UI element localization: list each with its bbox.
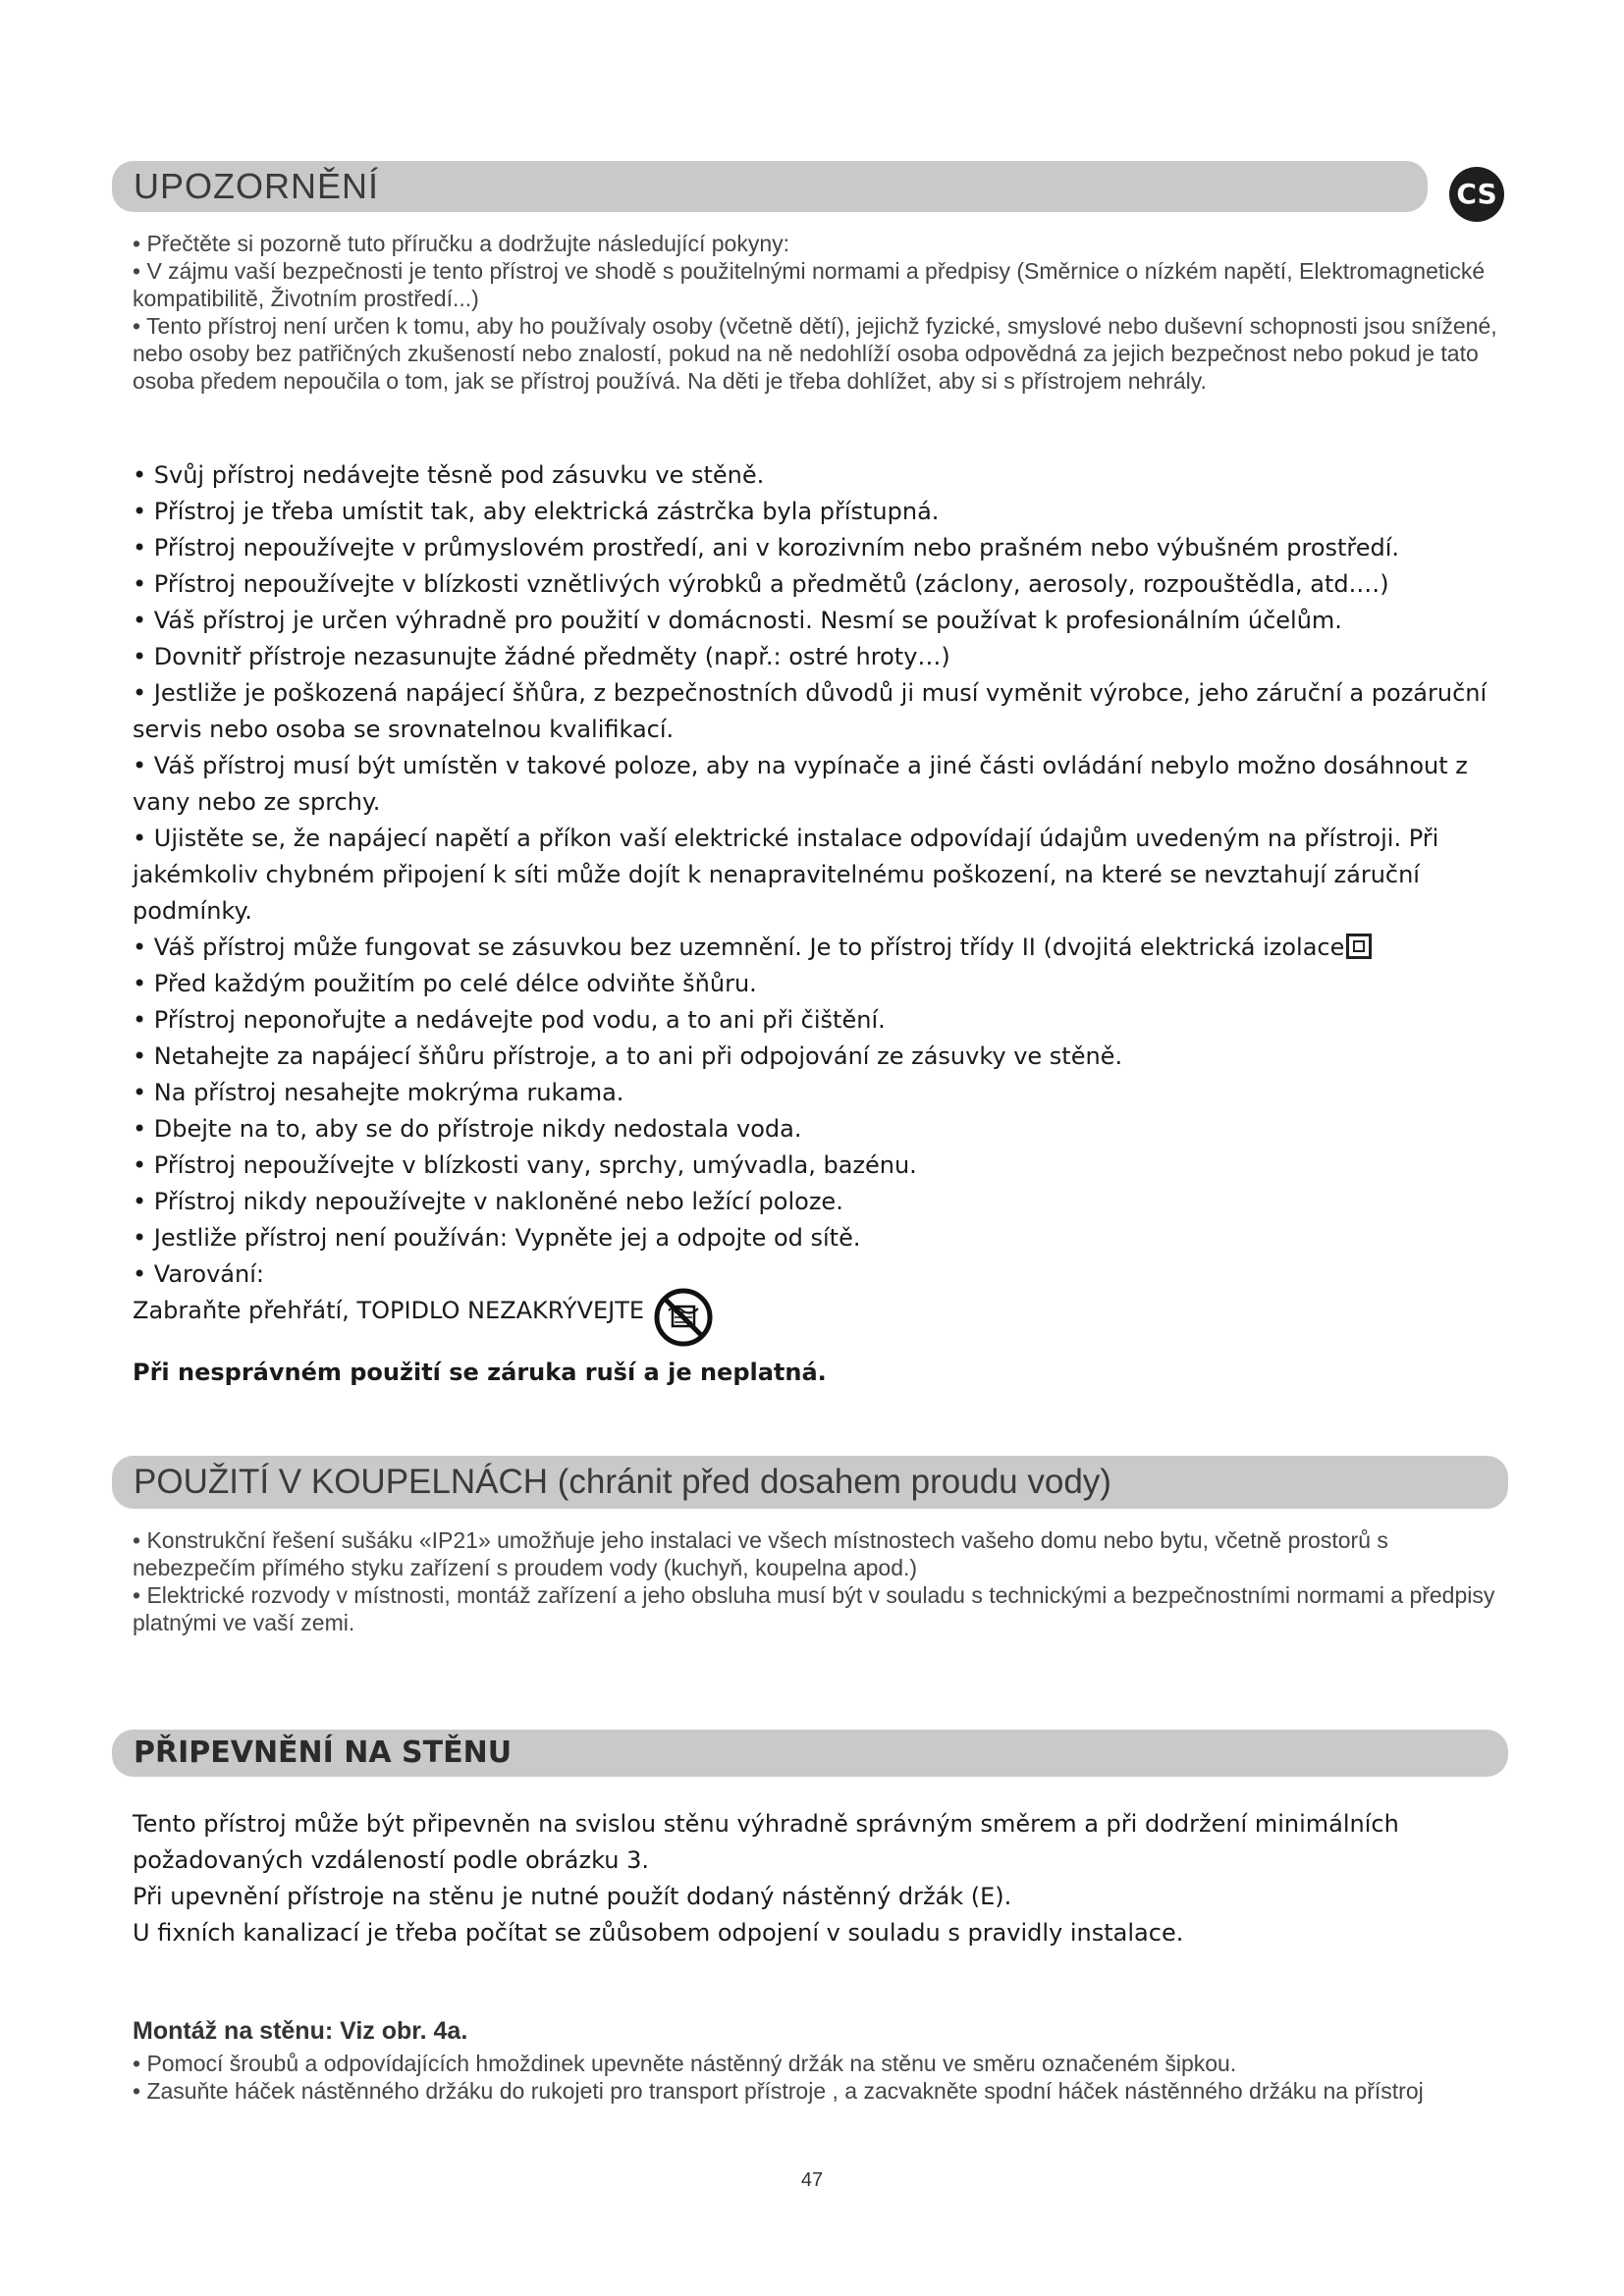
section-title-bathroom: POUŽITÍ V KOUPELNÁCH (chránit před dosahem proudu vody) (112, 1456, 1508, 1509)
rule-item: • Svůj přístroj nedávejte těsně pod zásuvku ve stěně. (133, 461, 765, 489)
wall-mount-text (133, 1806, 1488, 1951)
mount-item: • Zasuňte háček nástěnného držáku do rukojeti pro transport přístroje , a zacvakněte spodní háček nástěnného držáku na přístroj (133, 2078, 1424, 2104)
wall-mount-paragraph: U fixních kanalizací je třeba počítat se zůůsobem odpojení v souladu s pravidly instalace. (133, 1919, 1184, 1947)
bathroom-item: • Konstrukční řešení sušáku «IP21» umožňuje jeho instalaci ve všech místnostech vašeho domu nebo bytu, včetně prostorů s nebezpečím přímého styku zařízení s proudem vody (kuchyň, koupelna apod.) (133, 1527, 1388, 1580)
rule-item: • Ujistěte se, že napájecí napětí a příkon vaší elektrické instalace odpovídají údajům uvedeným na přístroji. Při jakémkoliv chybném připojení k síti může dojít k nenapravitelnému poškození, na které se nevztahují záruční podmínky. (133, 825, 1439, 925)
rule-item: • Přístroj neponořujte a nedávejte pod vodu, a to ani při čištění. (133, 1006, 886, 1034)
mount-item: • Pomocí šroubů a odpovídajících hmoždinek upevněte nástěnný držák na stěnu ve směru označeném šipkou. (133, 2051, 1237, 2076)
bathroom-items (133, 1526, 1502, 1636)
wall-mount-paragraph: Tento přístroj může být připevněn na svislou stěnu výhradně správným směrem a při dodržení minimálních požadovaných vzdáleností podle obrázku 3. (133, 1810, 1399, 1874)
class2-text: • Váš přístroj může fungovat se zásuvkou bez uzemnění. Je to přístroj třídy II (dvojitá elektrická izolace (133, 934, 1345, 961)
rule-item: • Přístroj nepoužívejte v průmyslovém prostředí, ani v korozivním nebo prašném nebo výbušném prostředí. (133, 534, 1400, 561)
rule-item: • Přístroj nikdy nepoužívejte v nakloněné nebo ležící poloze. (133, 1188, 843, 1215)
warning-text: Zabraňte přehřátí, TOPIDLO NEZAKRÝVEJTE (133, 1297, 645, 1324)
rule-item-class2 (133, 930, 1507, 966)
mount-instructions (133, 2017, 1507, 2105)
rule-item: • Jestliže přístroj není používán: Vypněte jej a odpojte od sítě. (133, 1224, 861, 1252)
rule-item: • Jestliže je poškozená napájecí šňůra, z bezpečnostních důvodů ji musí vyměnit výrobce, jeho záruční a pozáruční servis nebo osoba se srovnatelnou kvalifikací. (133, 679, 1488, 743)
intro-item: • Přečtěte si pozorně tuto příručku a dodržujte následující pokyny: (133, 231, 790, 256)
rule-item: • Netahejte za napájecí šňůru přístroje, a to ani při odpojování ze zásuvky ve stěně. (133, 1042, 1123, 1070)
rule-item: • Váš přístroj je určen výhradně pro použití v domácnosti. Nesmí se používat k profesionálním účelům. (133, 607, 1342, 634)
rule-item: • Varování: (133, 1260, 264, 1288)
page-number: 47 (800, 2169, 824, 2191)
wall-mount-paragraph: Při upevnění přístroje na stěnu je nutné použít dodaný nástěnný držák (E). (133, 1883, 1012, 1910)
double-insulation-icon (1346, 934, 1372, 959)
rule-item: • Přístroj je třeba umístit tak, aby elektrická zástrčka byla přístupná. (133, 498, 940, 525)
warning-line (133, 1293, 1507, 1329)
language-badge: CS (1449, 167, 1504, 222)
rule-item: • Přístroj nepoužívejte v blízkosti vany, sprchy, umývadla, bazénu. (133, 1151, 917, 1179)
mount-title: Montáž na stěnu: Viz obr. 4a. (133, 2017, 468, 2045)
rule-item: • Dbejte na to, aby se do přístroje nikdy nedostala voda. (133, 1115, 802, 1143)
rule-item: • Před každým použitím po celé délce odviňte šňůru. (133, 970, 757, 997)
rule-item: • Dovnitř přístroje nezasunujte žádné předměty (např.: ostré hroty…) (133, 643, 950, 670)
warning-intro (133, 230, 1507, 395)
intro-item: • V zájmu vaší bezpečnosti je tento přístroj ve shodě s použitelnými normami a předpisy (Směrnice o nízkém napětí, Elektromagnetické kompatibilitě, Životním prostředí...) (133, 258, 1486, 311)
intro-item: • Tento přístroj není určen k tomu, aby ho používaly osoby (včetně dětí), jejichž fyzické, smyslové nebo duševní schopnosti jsou snížené, nebo osoby bez patřičných zkušeností nebo znalostí, pokud na ně nedohlíží osoba odpovědná za jejich bezpečnost nebo pokud je tato osoba předem nepoučila o tom, jak se přístroj používá. Na děti je třeba dohlížet, aby si s přístrojem nehrály. (133, 313, 1497, 394)
guarantee-note: Při nesprávném použití se záruka ruší a je neplatná. (133, 1359, 827, 1386)
warning-rules (133, 457, 1507, 1329)
section-title-wall-mount: PŘIPEVNĚNÍ NA STĚNU (112, 1730, 1508, 1777)
mount-items (133, 2050, 1507, 2105)
rule-item: • Na přístroj nesahejte mokrýma rukama. (133, 1079, 624, 1106)
section-title-warning: UPOZORNĚNÍ (112, 161, 1428, 212)
rule-item: • Váš přístroj musí být umístěn v takové poloze, aby na vypínače a jiné části ovládání nebylo možno dosáhnout z vany nebo ze sprchy. (133, 752, 1468, 816)
bathroom-item: • Elektrické rozvody v místnosti, montáž zařízení a jeho obsluha musí být v souladu s technickými a bezpečnostními normami a předpisy platnými ve vaší zemi. (133, 1582, 1495, 1635)
rule-item: • Přístroj nepoužívejte v blízkosti vznětlivých výrobků a předmětů (záclony, aerosoly, rozpouštědla, atd.…) (133, 570, 1389, 598)
do-not-cover-icon (653, 1287, 714, 1348)
